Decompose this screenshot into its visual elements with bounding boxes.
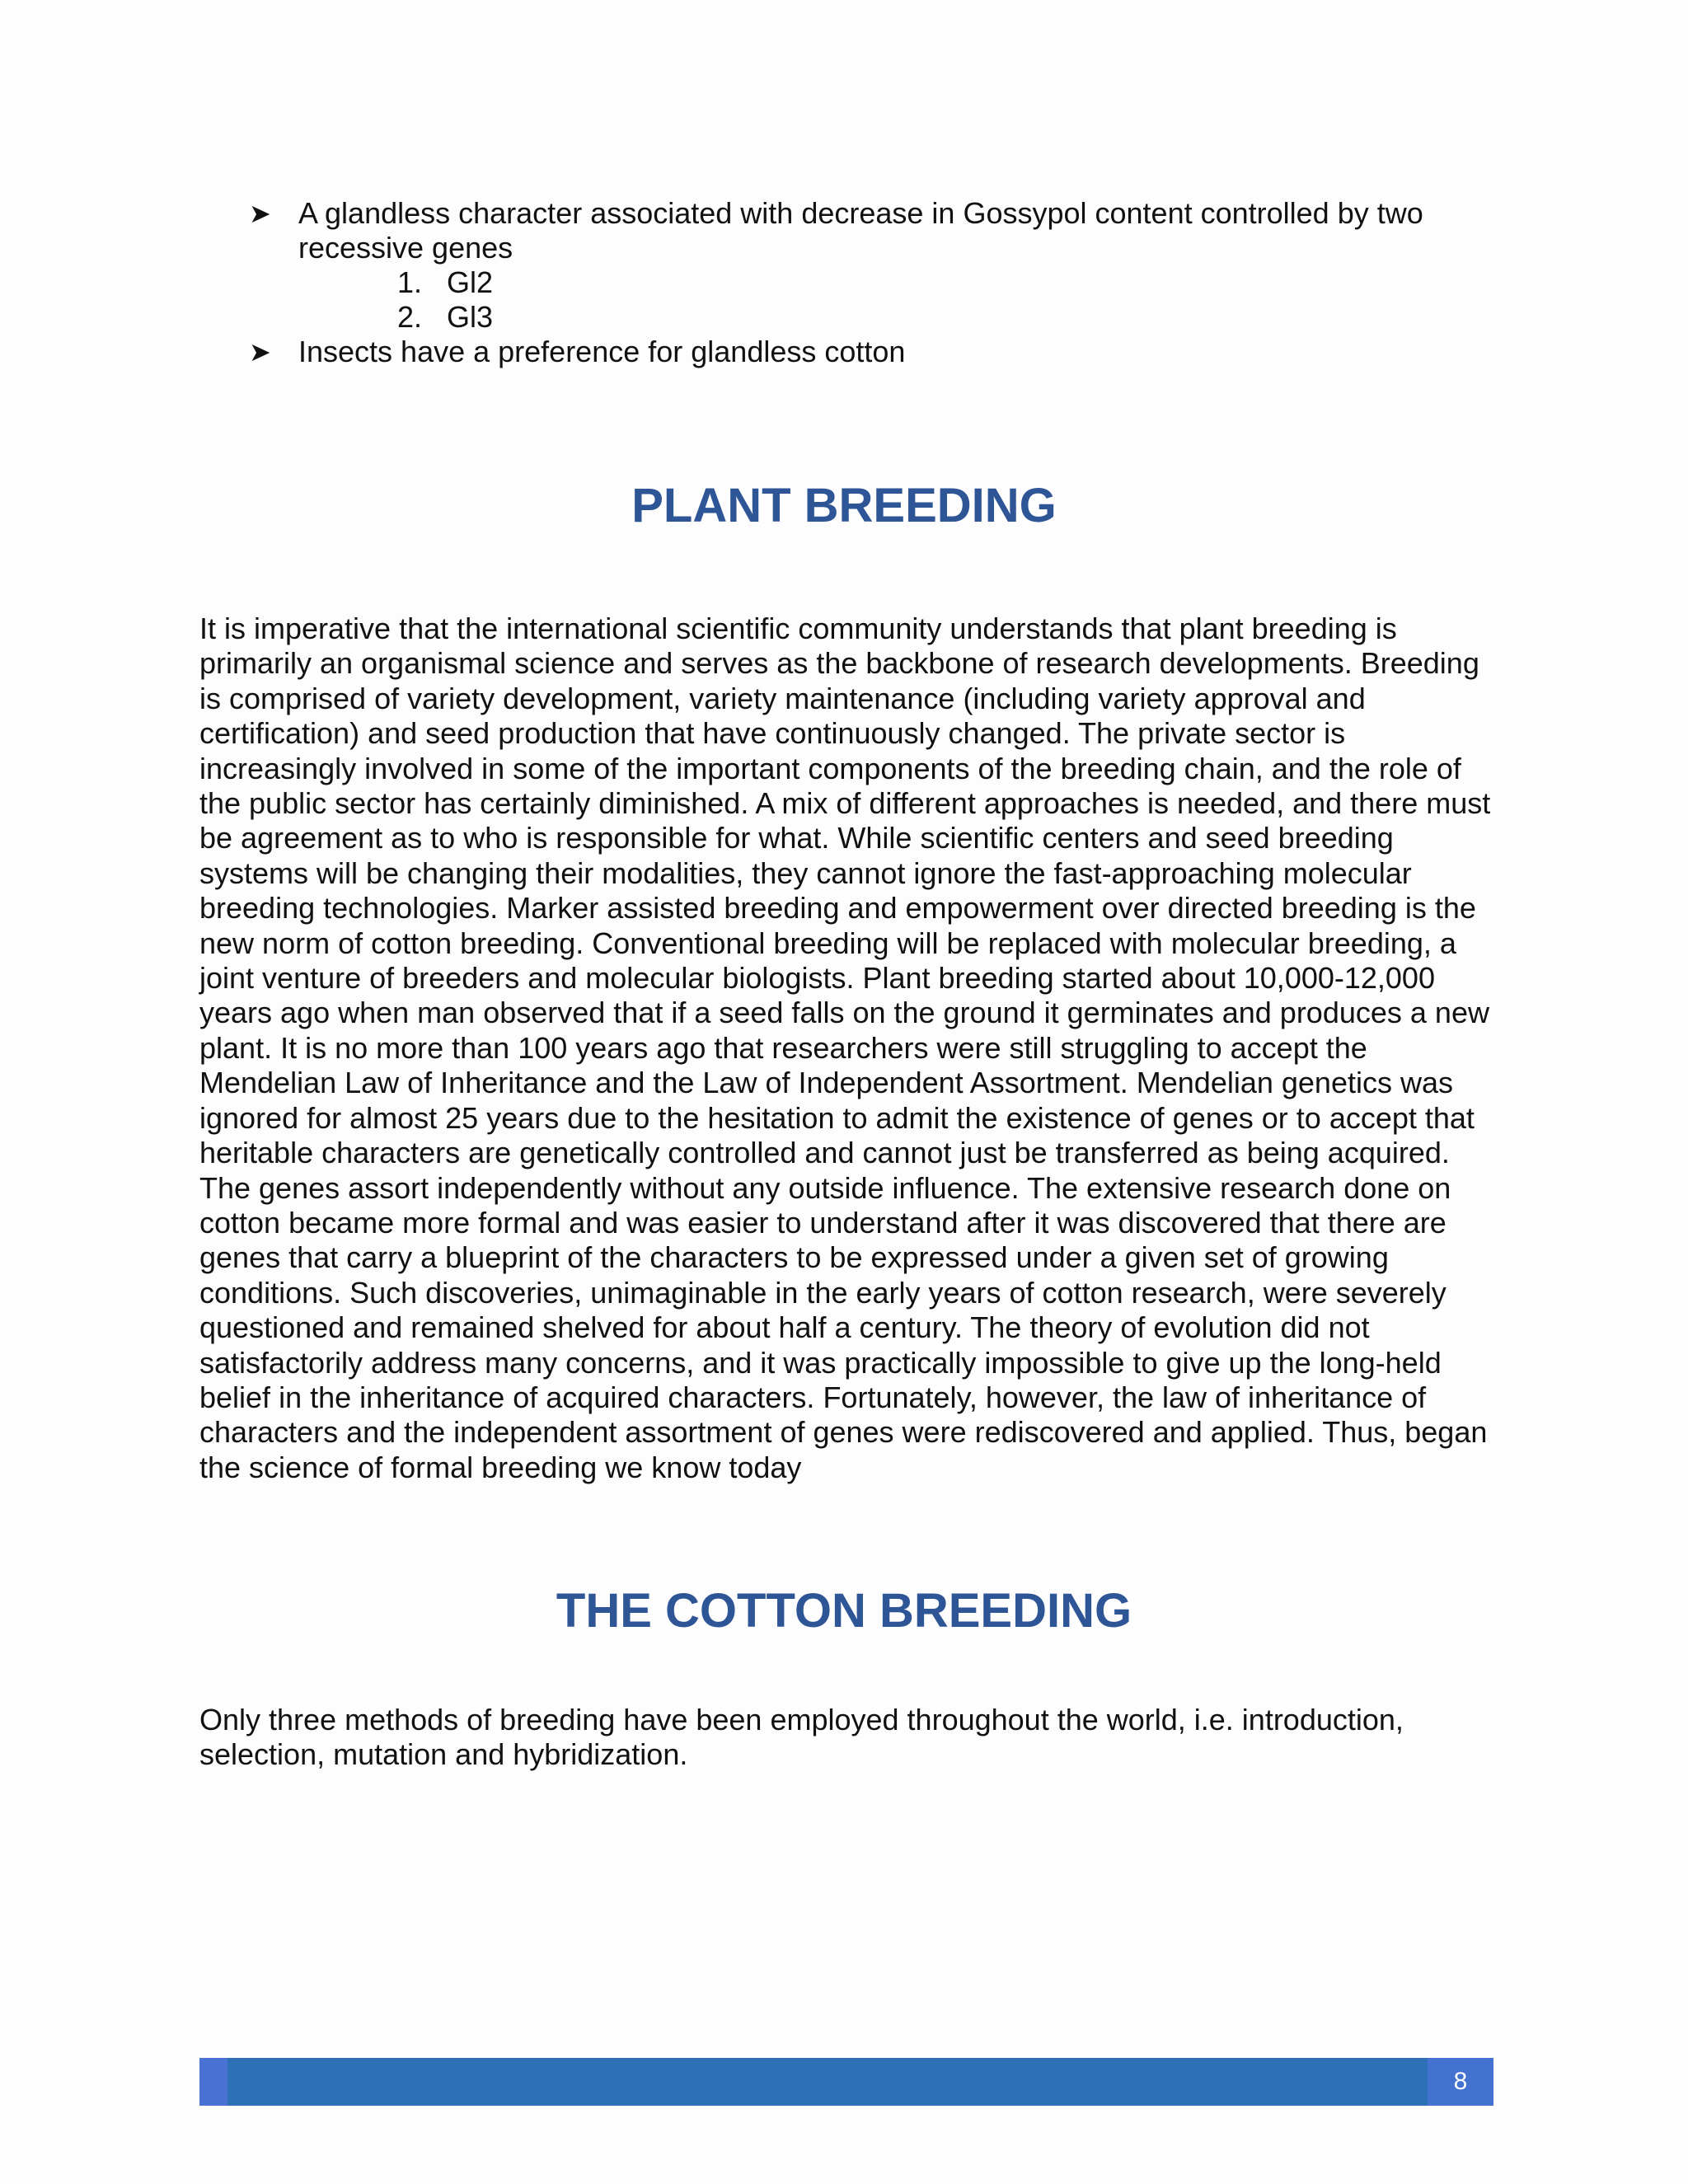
cotton-breeding-paragraph: Only three methods of breeding have been employed throughout the world, i.e. introduction, selection, mutation and hybridization. (199, 1703, 1404, 1772)
arrow-bullet-icon: ➤ (249, 199, 271, 228)
gene-label: Gl3 (447, 300, 494, 334)
gene-item (397, 265, 1502, 300)
plant-breeding-paragraph: It is imperative that the international scientific community understands that plant breeding is primarily an organismal science and serves as the backbone of research developments. Breeding is comprised of variety development, variety maintenance (including variety approval and certification) and seed production that have continuously changed. The private sector is increasingly involved in some of the important components of the breeding chain, and the role of the public sector has certainly diminished. A mix of different approaches is needed, and there must be agreement as to who is responsible for what. While scientific centers and seed breeding systems will be changing their modalities, they cannot ignore the fast-approaching molecular breeding technologies. Marker assisted breeding and empowerment over directed breeding is the new norm of cotton breeding. Conventional breeding will be replaced with molecular breeding, a joint venture of breeders and molecular biologists. Plant breeding started about 10,000-12,000 years ago when man observed that if a seed falls on the ground it germinates and produces a new plant. It is no more than 100 years ago that researchers were still struggling to accept the Mendelian Law of Inheritance and the Law of Independent Assortment. Mendelian genetics was ignored for almost 25 years due to the hesitation to admit the existence of genes or to accept that heritable characters are genetically controlled and cannot just be transferred as being acquired. The genes assort independently without any outside influence. The extensive research done on cotton became more formal and was easier to understand after it was discovered that there are genes that carry a blueprint of the characters to be expressed under a given set of growing conditions. Such discoveries, unimaginable in the early years of cotton research, were severely questioned and remained shelved for about half a century. The theory of evolution did not satisfactorily address many concerns, and it was practically impossible to give up the long-held belief in the inheritance of acquired characters. Fortunately, however, the law of inheritance of characters and the independent assortment of genes were rediscovered and applied. Thus, began the science of formal breeding we know today (199, 612, 1491, 1484)
bullet-item-glandless (249, 196, 1502, 335)
bullet-text: A glandless character associated with decrease in Gossypol content controlled by two recessive genes (298, 196, 1423, 265)
cotton-breeding-heading: THE COTTON BREEDING (556, 1584, 1132, 1638)
bullet-text: Insects have a preference for glandless cotton (298, 335, 906, 368)
gene-label: Gl2 (447, 265, 494, 299)
footer-accent (199, 2058, 227, 2106)
arrow-bullet-icon: ➤ (249, 337, 271, 367)
bullet-item-insects (249, 335, 1502, 369)
bullet-list (249, 196, 1502, 369)
gene-item (397, 300, 1502, 335)
gene-list (397, 265, 1502, 335)
page-number: 8 (1428, 2058, 1493, 2106)
plant-breeding-heading: PLANT BREEDING (631, 479, 1057, 532)
gene-number: 2. (397, 300, 423, 334)
footer-bar (199, 2058, 1493, 2106)
gene-number: 1. (397, 265, 423, 299)
